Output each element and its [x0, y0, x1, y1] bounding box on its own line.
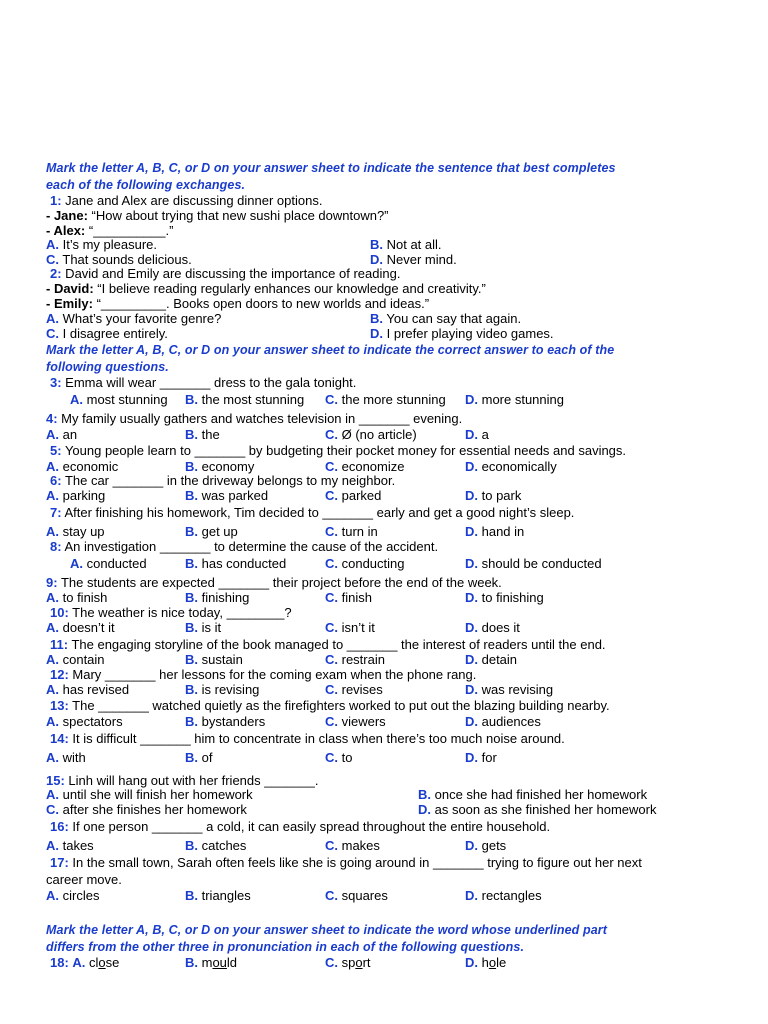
answer-option-c[interactable]: C. conducting [325, 556, 405, 571]
answer-option-b[interactable]: B. catches [185, 838, 247, 853]
question-2-dialogue-line: - David: “I believe reading regularly enhances our knowledge and creativity.” [46, 281, 486, 296]
answer-option-b[interactable]: B. the [185, 427, 220, 442]
answer-option-a[interactable]: A. parking [46, 488, 106, 503]
answer-option-a[interactable]: A. to finish [46, 590, 108, 605]
question-18-option-d[interactable]: D. hole [465, 955, 507, 970]
answer-option-a[interactable]: A. conducted [70, 556, 147, 571]
question-7-stem: 7: After finishing his homework, Tim decided to _______ early and get a good night’s sleep. [50, 505, 575, 520]
answer-option-d[interactable]: D. detain [465, 652, 518, 667]
question-17-stem-line2: career move. [46, 872, 122, 887]
question-2-dialogue-line: - Emily: “_________. Books open doors to new worlds and ideas.” [46, 296, 430, 311]
question-6-stem: 6: The car _______ in the driveway belongs to my neighbor. [50, 473, 396, 488]
question-4-stem: 4: My family usually gathers and watches television in _______ evening. [46, 411, 463, 426]
answer-option-c[interactable]: C. That sounds delicious. [46, 252, 192, 267]
answer-option-d[interactable]: D. more stunning [465, 392, 564, 407]
answer-option-a[interactable]: A. has revised [46, 682, 130, 697]
answer-option-d[interactable]: D. I prefer playing video games. [370, 326, 554, 341]
answer-option-b[interactable]: B. has conducted [185, 556, 287, 571]
answer-option-c[interactable]: C. revises [325, 682, 383, 697]
question-number: 3: [50, 375, 62, 390]
speaker-label: - David: [46, 281, 94, 296]
section2-instruction-line2: following questions. [46, 360, 169, 374]
answer-option-b[interactable]: B. is it [185, 620, 222, 635]
answer-option-d[interactable]: D. for [465, 750, 497, 765]
question-18-option-c[interactable]: C. sport [325, 955, 371, 970]
answer-option-c[interactable]: C. viewers [325, 714, 386, 729]
speaker-label: - Emily: [46, 296, 93, 311]
question-10-stem: 10: The weather is nice today, ________? [50, 605, 292, 620]
question-5-stem: 5: Young people learn to _______ by budgeting their pocket money for essential needs and savings. [50, 443, 627, 458]
answer-option-c[interactable]: C. isn’t it [325, 620, 375, 635]
question-number: 15: [46, 773, 65, 788]
question-13-stem: 13: The _______ watched quietly as the firefighters worked to put out the blazing building nearby. [50, 698, 610, 713]
question-number: 4: [46, 411, 58, 426]
answer-option-b[interactable]: B. finishing [185, 590, 250, 605]
answer-option-c[interactable]: C. Ø (no article) [325, 427, 417, 442]
answer-option-c[interactable]: C. to [325, 750, 353, 765]
question-17-stem: 17: In the small town, Sarah often feels like she is going around in _______ trying to figure out her next [50, 855, 642, 870]
question-15-stem: 15: Linh will hang out with her friends _______. [46, 773, 319, 788]
question-number: 12: [50, 667, 69, 682]
answer-option-b[interactable]: B. was parked [185, 488, 269, 503]
question-number: 5: [50, 443, 62, 458]
answer-option-b[interactable]: B. of [185, 750, 213, 765]
answer-option-c[interactable]: C. makes [325, 838, 380, 853]
underlined-part: o [488, 955, 497, 970]
answer-option-c[interactable]: C. turn in [325, 524, 378, 539]
question-14-stem: 14: It is difficult _______ him to concentrate in class when there’s too much noise around. [50, 731, 565, 746]
question-number: 8: [50, 539, 62, 554]
question-11-stem: 11: The engaging storyline of the book managed to _______ the interest of readers until the end. [50, 637, 606, 652]
section3-instruction-line2: differs from the other three in pronunciation in each of the following questions. [46, 940, 525, 954]
question-1-dialogue-line: - Alex: “__________.” [46, 223, 174, 238]
answer-option-b[interactable]: B. Not at all. [370, 237, 442, 252]
answer-option-d[interactable]: D. should be conducted [465, 556, 602, 571]
answer-option-d[interactable]: D. a [465, 427, 489, 442]
section1-instruction: Mark the letter A, B, C, or D on your answer sheet to indicate the sentence that best completes [46, 161, 616, 175]
answer-option-d[interactable]: D. rectangles [465, 888, 542, 903]
question-number: 11: [50, 637, 69, 652]
answer-option-d[interactable]: D. audiences [465, 714, 541, 729]
answer-option-a[interactable]: A. most stunning [70, 392, 168, 407]
answer-option-d[interactable]: D. gets [465, 838, 507, 853]
answer-option-d[interactable]: D. as soon as she finished her homework [418, 802, 657, 817]
underlined-part: o [355, 955, 363, 970]
question-1-dialogue-line: - Jane: “How about trying that new sushi place downtown?” [46, 208, 389, 223]
answer-option-a[interactable]: A. economic [46, 459, 119, 474]
answer-option-c[interactable]: C. after she finishes her homework [46, 802, 247, 817]
question-number: 9: [46, 575, 58, 590]
answer-option-b[interactable]: B. the most stunning [185, 392, 305, 407]
answer-option-c[interactable]: C. squares [325, 888, 388, 903]
question-2-context: 2: David and Emily are discussing the importance of reading. [50, 266, 401, 281]
question-8-stem: 8: An investigation _______ to determine the cause of the accident. [50, 539, 439, 554]
section3-instruction: Mark the letter A, B, C, or D on your answer sheet to indicate the word whose underlined part [46, 923, 608, 937]
question-number: 16: [50, 819, 69, 834]
answer-option-a[interactable]: A. with [46, 750, 86, 765]
answer-option-a[interactable]: A. circles [46, 888, 100, 903]
answer-option-c[interactable]: C. economize [325, 459, 405, 474]
answer-option-a[interactable]: A. until she will finish her homework [46, 787, 253, 802]
answer-option-b[interactable]: B. bystanders [185, 714, 266, 729]
answer-option-b[interactable]: B. You can say that again. [370, 311, 522, 326]
question-18-option-a[interactable]: 18: A. close [50, 955, 120, 970]
answer-option-a[interactable]: A. doesn’t it [46, 620, 115, 635]
answer-option-d[interactable]: D. to finishing [465, 590, 544, 605]
underlined-part: ou [212, 955, 227, 970]
answer-option-c[interactable]: C. parked [325, 488, 382, 503]
question-number: 17: [50, 855, 69, 870]
question-18-option-b[interactable]: B. mould [185, 955, 238, 970]
answer-option-b[interactable]: B. economy [185, 459, 255, 474]
underlined-part: o [98, 955, 106, 970]
answer-option-d[interactable]: D. does it [465, 620, 520, 635]
answer-option-d[interactable]: D. was revising [465, 682, 554, 697]
answer-option-a[interactable]: A. stay up [46, 524, 105, 539]
answer-option-b[interactable]: B. sustain [185, 652, 243, 667]
answer-option-a[interactable]: A. spectators [46, 714, 123, 729]
section2-instruction: Mark the letter A, B, C, or D on your answer sheet to indicate the correct answer to each of the [46, 343, 615, 357]
answer-option-b[interactable]: B. get up [185, 524, 238, 539]
answer-option-d[interactable]: D. Never mind. [370, 252, 457, 267]
answer-option-a[interactable]: A. an [46, 427, 78, 442]
question-9-stem: 9: The students are expected _______ their project before the end of the week. [46, 575, 502, 590]
answer-option-a[interactable]: A. contain [46, 652, 105, 667]
speaker-label: - Jane: [46, 208, 88, 223]
answer-option-d[interactable]: D. economically [465, 459, 557, 474]
answer-option-a[interactable]: A. takes [46, 838, 94, 853]
question-number: 7: [50, 505, 62, 520]
question-number: 18: [50, 955, 69, 970]
speaker-label: - Alex: [46, 223, 86, 238]
question-12-stem: 12: Mary _______ her lessons for the coming exam when the phone rang. [50, 667, 477, 682]
question-number: 13: [50, 698, 69, 713]
answer-option-b[interactable]: B. triangles [185, 888, 251, 903]
question-number: 14: [50, 731, 69, 746]
question-number: 2: [50, 266, 62, 281]
answer-option-c[interactable]: C. the more stunning [325, 392, 446, 407]
section1-instruction-line2: each of the following exchanges. [46, 178, 246, 192]
answer-option-b[interactable]: B. once she had finished her homework [418, 787, 648, 802]
answer-option-c[interactable]: C. finish [325, 590, 372, 605]
question-3-stem: 3: Emma will wear _______ dress to the gala tonight. [50, 375, 357, 390]
answer-option-a[interactable]: A. What’s your favorite genre? [46, 311, 222, 326]
question-number: 10: [50, 605, 69, 620]
question-1-context: 1: Jane and Alex are discussing dinner options. [50, 193, 323, 208]
answer-option-d[interactable]: D. to park [465, 488, 522, 503]
answer-option-d[interactable]: D. hand in [465, 524, 525, 539]
question-number: 6: [50, 473, 62, 488]
question-16-stem: 16: If one person _______ a cold, it can easily spread throughout the entire household. [50, 819, 551, 834]
answer-option-b[interactable]: B. is revising [185, 682, 260, 697]
answer-option-c[interactable]: C. I disagree entirely. [46, 326, 168, 341]
question-number: 1: [50, 193, 62, 208]
answer-option-a[interactable]: A. It’s my pleasure. [46, 237, 158, 252]
answer-option-c[interactable]: C. restrain [325, 652, 385, 667]
